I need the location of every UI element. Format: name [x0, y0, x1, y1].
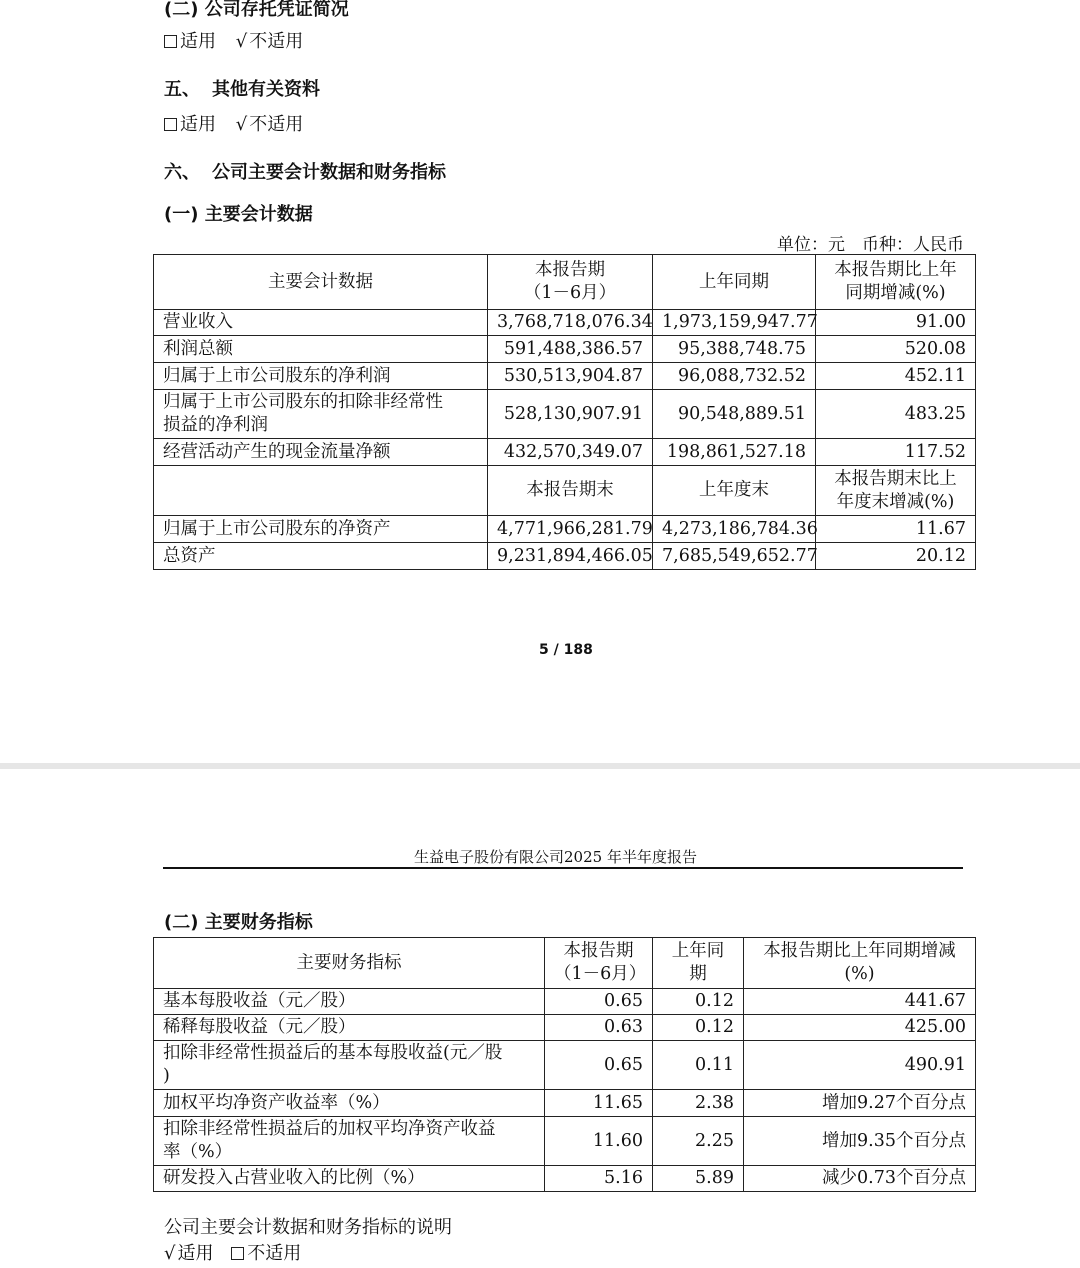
current-value: 4,771,966,281.79	[488, 516, 653, 543]
current-value: 432,570,349.07	[488, 439, 653, 466]
not-applicable-label: 不适用	[247, 1243, 302, 1264]
current-value: 0.65	[545, 989, 653, 1015]
current-value: 9,231,894,466.05	[488, 543, 653, 570]
change-value: 520.08	[816, 336, 976, 363]
change-value: 452.11	[816, 363, 976, 390]
deposit-receipt-option-line	[164, 27, 303, 53]
change-value: 441.67	[744, 989, 976, 1015]
table-row	[154, 363, 976, 390]
section-5-title: 其他有关资料	[212, 79, 320, 100]
header-cell: 本报告期比上年 同期增减(%)	[816, 255, 976, 310]
prior-value: 198,861,527.18	[653, 439, 816, 466]
table-row	[154, 439, 976, 466]
current-value: 591,488,386.57	[488, 336, 653, 363]
row-label: 归属于上市公司股东的净资产	[154, 516, 488, 543]
unchecked-box-icon	[231, 1247, 244, 1260]
table-header-row	[154, 938, 976, 989]
change-value: 增加9.27个百分点	[744, 1090, 976, 1117]
table-row	[154, 1090, 976, 1117]
page-separator	[0, 763, 1080, 769]
change-value: 增加9.35个百分点	[744, 1117, 976, 1166]
unit-currency-line: 单位：元 币种：人民币	[777, 235, 964, 255]
header-cell: 本报告期 （1－6月）	[545, 938, 653, 989]
row-label: 营业收入	[154, 310, 488, 336]
row-label: 扣除非经常性损益后的加权平均净资产收益 率（%）	[154, 1117, 545, 1166]
prior-value: 2.25	[653, 1117, 744, 1166]
current-value: 530,513,904.87	[488, 363, 653, 390]
row-label: 稀释每股收益（元／股）	[154, 1015, 545, 1041]
row-label: 加权平均净资产收益率（%）	[154, 1090, 545, 1117]
table-header-row	[154, 255, 976, 310]
checkmark-icon: √	[235, 31, 248, 52]
checkmark-icon: √	[235, 114, 248, 135]
change-value: 483.25	[816, 390, 976, 439]
notes-title: 公司主要会计数据和财务指标的说明	[164, 1217, 452, 1238]
not-applicable-label: 不适用	[249, 114, 304, 135]
accounting-data-subtitle: (一) 主要会计数据	[164, 204, 313, 225]
prior-value: 7,685,549,652.77	[653, 543, 816, 570]
header-cell	[154, 466, 488, 516]
row-label: 基本每股收益（元／股）	[154, 989, 545, 1015]
prior-value: 5.89	[653, 1166, 744, 1192]
prior-value: 1,973,159,947.77	[653, 310, 816, 336]
header-cell: 上年同期	[653, 255, 816, 310]
row-label: 总资产	[154, 543, 488, 570]
prior-value: 0.12	[653, 1015, 744, 1041]
change-value: 490.91	[744, 1041, 976, 1090]
section-6-number: 六、	[164, 162, 200, 183]
unchecked-box-icon	[164, 35, 177, 48]
table-row	[154, 336, 976, 363]
header-cell: 主要财务指标	[154, 938, 545, 989]
change-value: 117.52	[816, 439, 976, 466]
row-label: 经营活动产生的现金流量净额	[154, 439, 488, 466]
current-value: 11.65	[545, 1090, 653, 1117]
deposit-receipt-section-title: (二) 公司存托凭证简况	[164, 0, 349, 20]
table-row	[154, 989, 976, 1015]
current-value: 3,768,718,076.34	[488, 310, 653, 336]
change-value: 11.67	[816, 516, 976, 543]
header-cell: 主要会计数据	[154, 255, 488, 310]
running-header: 生益电子股份有限公司2025 年半年度报告	[414, 848, 697, 866]
prior-value: 90,548,889.51	[653, 390, 816, 439]
prior-value: 2.38	[653, 1090, 744, 1117]
row-label: 扣除非经常性损益后的基本每股收益(元／股 )	[154, 1041, 545, 1090]
financial-indicators-subtitle: (二) 主要财务指标	[164, 912, 313, 933]
prior-value: 0.12	[653, 989, 744, 1015]
section-5-option-line	[164, 110, 303, 136]
change-value: 减少0.73个百分点	[744, 1166, 976, 1192]
applicable-label: 适用	[177, 1243, 214, 1264]
change-value: 425.00	[744, 1015, 976, 1041]
header-cell: 上年度末	[653, 466, 816, 516]
section-5-number: 五、	[164, 79, 200, 100]
row-label: 归属于上市公司股东的净利润	[154, 363, 488, 390]
table-row	[154, 1117, 976, 1166]
header-cell: 本报告期比上年同期增减 (%)	[744, 938, 976, 989]
current-value: 0.63	[545, 1015, 653, 1041]
prior-value: 95,388,748.75	[653, 336, 816, 363]
current-value: 5.16	[545, 1166, 653, 1192]
header-cell: 本报告期 （1－6月）	[488, 255, 653, 310]
accounting-data-table	[153, 254, 976, 570]
section-6-title: 公司主要会计数据和财务指标	[212, 162, 446, 183]
financial-indicators-table	[153, 937, 976, 1192]
notes-option-line	[164, 1239, 301, 1265]
table-subheader-row	[154, 466, 976, 516]
prior-value: 96,088,732.52	[653, 363, 816, 390]
page-number: 5 / 188	[539, 642, 593, 658]
applicable-label: 适用	[180, 31, 216, 52]
table-row	[154, 1166, 976, 1192]
table-row	[154, 1015, 976, 1041]
row-label: 研发投入占营业收入的比例（%）	[154, 1166, 545, 1192]
current-value: 0.65	[545, 1041, 653, 1090]
header-cell: 本报告期末	[488, 466, 653, 516]
checkmark-icon: √	[164, 1243, 176, 1264]
table-row	[154, 310, 976, 336]
unchecked-box-icon	[164, 118, 177, 131]
prior-value: 0.11	[653, 1041, 744, 1090]
header-rule	[163, 867, 963, 869]
row-label: 利润总额	[154, 336, 488, 363]
header-cell: 上年同 期	[653, 938, 744, 989]
prior-value: 4,273,186,784.36	[653, 516, 816, 543]
table-row	[154, 1041, 976, 1090]
table-row	[154, 390, 976, 439]
table-row	[154, 516, 976, 543]
header-cell: 本报告期末比上 年度末增减(%)	[816, 466, 976, 516]
change-value: 91.00	[816, 310, 976, 336]
current-value: 528,130,907.91	[488, 390, 653, 439]
not-applicable-label: 不适用	[249, 31, 304, 52]
row-label: 归属于上市公司股东的扣除非经常性 损益的净利润	[154, 390, 488, 439]
current-value: 11.60	[545, 1117, 653, 1166]
applicable-label: 适用	[180, 114, 216, 135]
table-row	[154, 543, 976, 570]
change-value: 20.12	[816, 543, 976, 570]
